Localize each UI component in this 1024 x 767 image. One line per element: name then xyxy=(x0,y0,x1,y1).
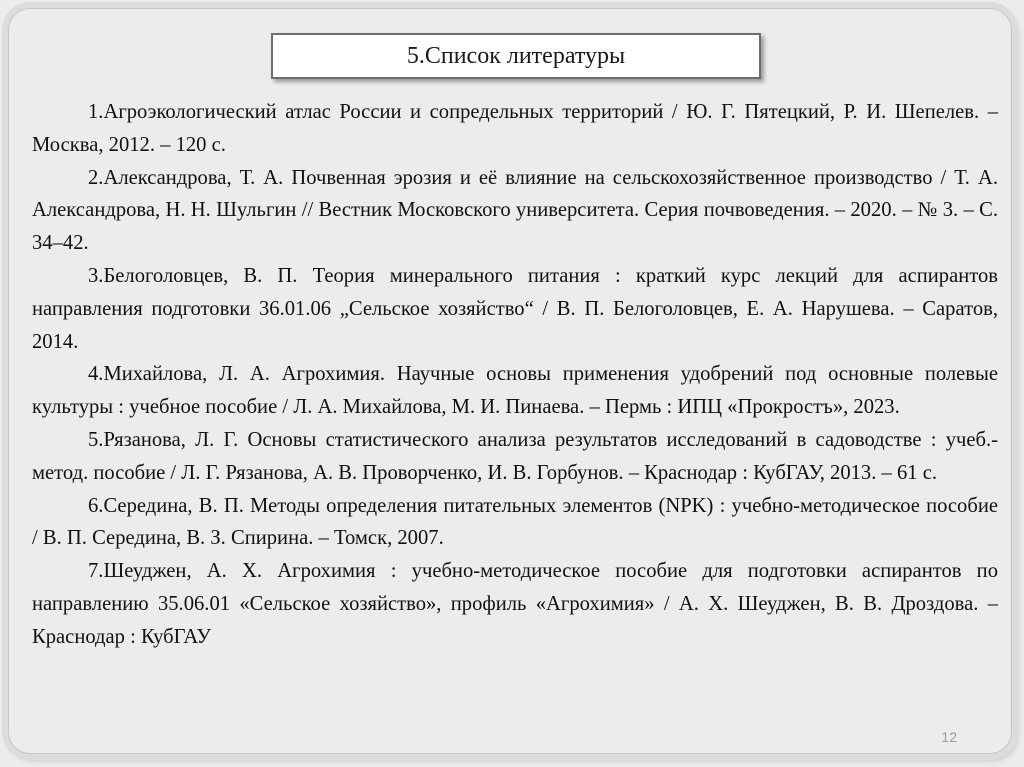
page-number: 12 xyxy=(941,729,957,745)
reference-item-2: 2.Александрова, Т. А. Почвенная эрозия и её влияние на сельскохозяйственное производство / Т. А. Александрова, Н. Н. Шульгин // Вестник Московского университета. Серия почвоведения. – 2020. – № 3. – С. 34–42. xyxy=(32,166,998,255)
reference-item-4: 4.Михайлова, Л. А. Агрохимия. Научные основы применения удобрений под основные полевые культуры : учебное пособие / Л. А. Михайлова, М. И. Пинаева. – Пермь : ИПЦ «Прокростъ», 2023. xyxy=(32,363,998,419)
slide-title: 5.Список литературы xyxy=(271,33,761,79)
reference-item-5: 5.Рязанова, Л. Г. Основы статистического анализа результатов исследований в садоводстве : учеб.-метод. пособие / Л. Г. Рязанова, А. В. Проворченко, И. В. Горбунов. – Краснодар : КубГАУ, 2013. – 61 с. xyxy=(32,428,998,484)
reference-list xyxy=(32,96,998,654)
reference-item-1: 1.Агроэкологический атлас России и сопредельных территорий / Ю. Г. Пятецкий, Р. И. Шепелев. – Москва, 2012. – 120 с. xyxy=(32,101,998,156)
reference-item-7: 7.Шеуджен, А. Х. Агрохимия : учебно-методическое пособие для подготовки аспирантов по направлению 35.06.01 «Сельское хозяйство», профиль «Агрохимия» / А. Х. Шеуджен, В. В. Дроздова. – Краснодар : КубГАУ xyxy=(32,560,998,648)
reference-item-3: 3.Белоголовцев, В. П. Теория минерального питания : краткий курс лекций для аспирантов направления подготовки 36.01.06 „Сельское хозяйство“ / В. П. Белоголовцев, Е. А. Нарушева. – Саратов, 2014. xyxy=(32,264,998,353)
slide-frame xyxy=(8,8,1012,754)
reference-item-6: 6.Середина, В. П. Методы определения питательных элементов (NPK) : учебно-методическое пособие / В. П. Середина, В. З. Спирина. – Томск, 2007. xyxy=(32,494,998,550)
